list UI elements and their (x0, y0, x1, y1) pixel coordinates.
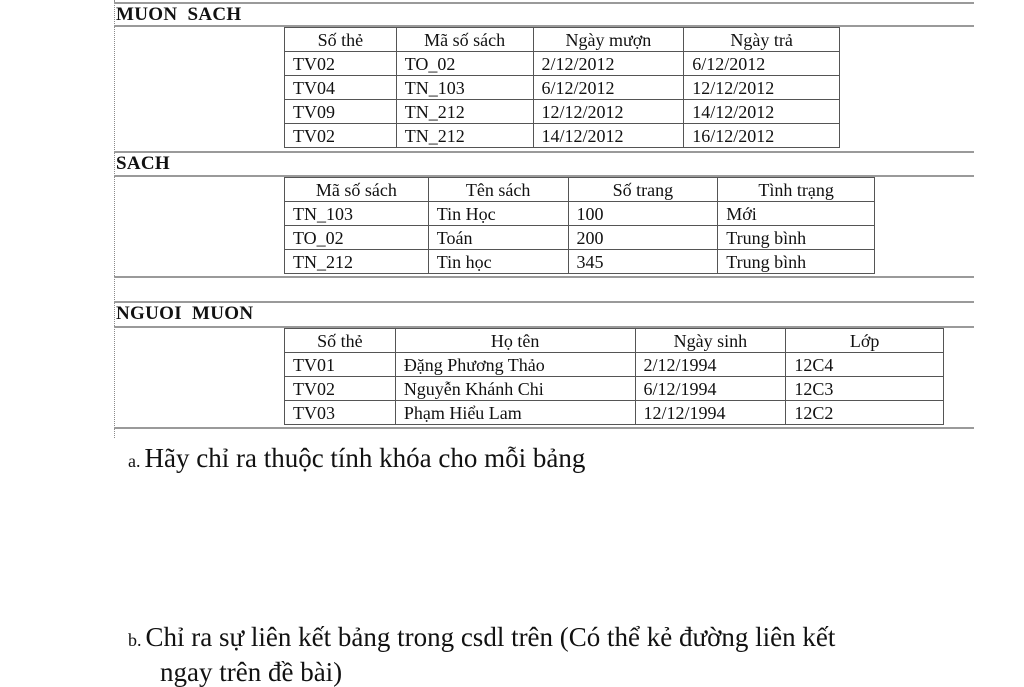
table-cell: 2/12/1994 (635, 353, 786, 377)
question-b (128, 622, 835, 655)
column-header: Số trang (568, 178, 718, 202)
table-cell: Toán (428, 226, 568, 250)
question-a-text: Hãy chỉ ra thuộc tính khóa cho mỗi bảng (144, 443, 586, 473)
table-header-row (285, 329, 944, 353)
nguoi-muon-table (284, 328, 944, 425)
column-header: Ngày trả (684, 28, 840, 52)
table-cell: TV09 (285, 100, 397, 124)
table-cell: 12/12/2012 (533, 100, 684, 124)
table-cell: TO_02 (285, 226, 429, 250)
question-b-continuation: ngay trên đề bài) (160, 657, 343, 687)
column-header: Mã số sách (396, 28, 533, 52)
table-cell: 100 (568, 202, 718, 226)
table-cell: TV02 (285, 124, 397, 148)
sach-table (284, 177, 875, 274)
column-header: Ngày sinh (635, 329, 786, 353)
table-cell: TN_212 (285, 250, 429, 274)
table-row (285, 202, 875, 226)
table-cell: TV04 (285, 76, 397, 100)
question-b-label: b. (128, 630, 142, 650)
table-cell: TN_212 (396, 124, 533, 148)
muon-sach-title: MUON SACH (116, 4, 242, 25)
divider (114, 427, 974, 429)
column-header: Ngày mượn (533, 28, 684, 52)
divider (114, 2, 974, 4)
table-cell: Trung bình (718, 250, 875, 274)
table-cell: TN_103 (396, 76, 533, 100)
table-cell: 12C2 (786, 401, 944, 425)
table-cell: 12C3 (786, 377, 944, 401)
table-cell: 6/12/2012 (533, 76, 684, 100)
sach-title: SACH (116, 153, 170, 174)
muon-sach-table (284, 27, 840, 148)
table-cell: Đặng Phương Thảo (395, 353, 635, 377)
divider (114, 276, 974, 278)
table-cell: TV03 (285, 401, 396, 425)
column-header: Số thẻ (285, 28, 397, 52)
column-header: Tên sách (428, 178, 568, 202)
table-cell: TV01 (285, 353, 396, 377)
table-row (285, 226, 875, 250)
table-row (285, 250, 875, 274)
column-header: Lớp (786, 329, 944, 353)
column-header: Số thẻ (285, 329, 396, 353)
table-cell: 2/12/2012 (533, 52, 684, 76)
table-cell: 12/12/1994 (635, 401, 786, 425)
table-cell: Nguyễn Khánh Chi (395, 377, 635, 401)
table-cell: Tin Học (428, 202, 568, 226)
table-row (285, 401, 944, 425)
table-row (285, 353, 944, 377)
table-header-row (285, 178, 875, 202)
column-header: Mã số sách (285, 178, 429, 202)
question-a-label: a. (128, 451, 141, 471)
table-row (285, 124, 840, 148)
table-cell: 12/12/2012 (684, 76, 840, 100)
table-cell: 16/12/2012 (684, 124, 840, 148)
table-cell: 14/12/2012 (684, 100, 840, 124)
nguoi-muon-title: NGUOI MUON (116, 303, 254, 324)
table-cell: 200 (568, 226, 718, 250)
table-cell: Phạm Hiểu Lam (395, 401, 635, 425)
table-cell: 6/12/2012 (684, 52, 840, 76)
column-header: Họ tên (395, 329, 635, 353)
table-row (285, 100, 840, 124)
table-cell: 6/12/1994 (635, 377, 786, 401)
column-header: Tình trạng (718, 178, 875, 202)
table-cell: Trung bình (718, 226, 875, 250)
table-cell: TV02 (285, 377, 396, 401)
table-cell: 12C4 (786, 353, 944, 377)
question-a (128, 443, 585, 476)
table-cell: TV02 (285, 52, 397, 76)
table-row (285, 76, 840, 100)
table-row (285, 52, 840, 76)
table-cell: TN_103 (285, 202, 429, 226)
table-cell: Mới (718, 202, 875, 226)
table-cell: TO_02 (396, 52, 533, 76)
table-cell: 345 (568, 250, 718, 274)
table-cell: Tin học (428, 250, 568, 274)
table-cell: 14/12/2012 (533, 124, 684, 148)
table-row (285, 377, 944, 401)
divider (114, 151, 974, 153)
table-cell: TN_212 (396, 100, 533, 124)
table-header-row (285, 28, 840, 52)
question-b-text: Chỉ ra sự liên kết bảng trong csdl trên (Có thể kẻ đường liên kết (145, 622, 836, 652)
